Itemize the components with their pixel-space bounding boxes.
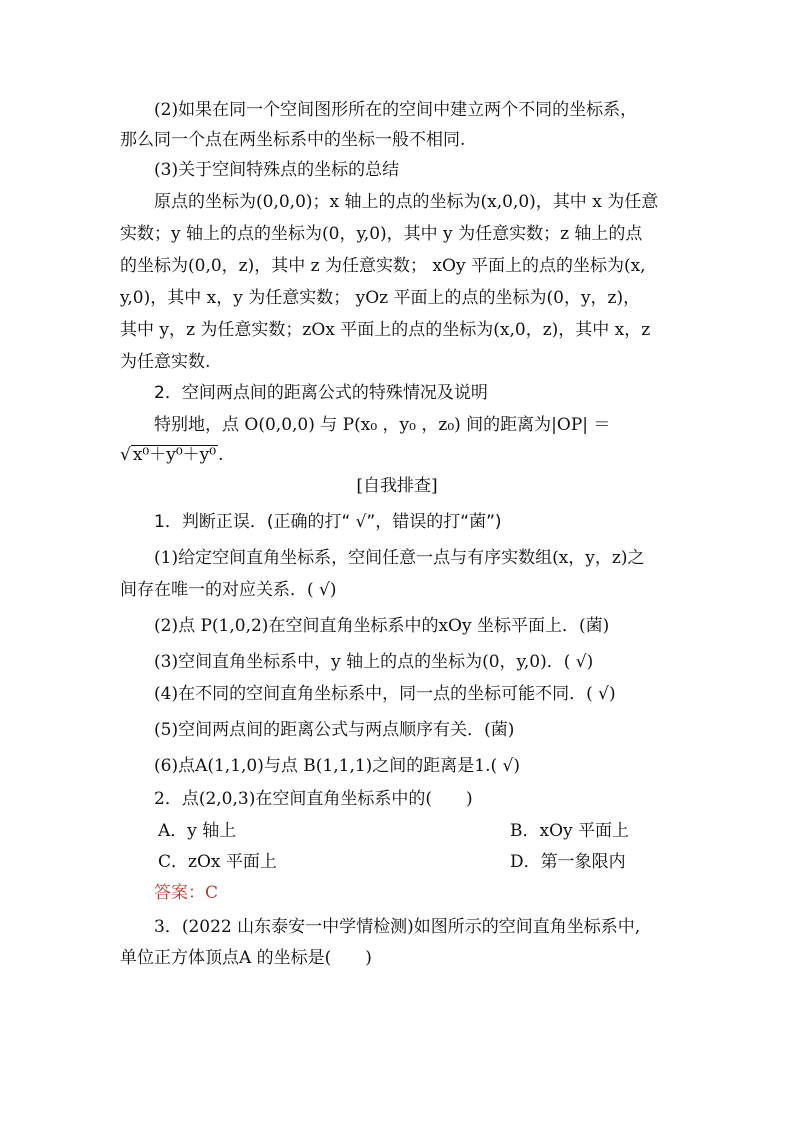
- text-line: y,0)，其中 x，y 为任意实数； yOz 平面上的点的坐标为(0，y，z)，: [120, 288, 641, 308]
- text-line: (2)点 P(1,0,2)在空间直角坐标系中的xOy 坐标平面上．(菌): [154, 616, 610, 636]
- text-line: 特别地，点 O(0,0,0) 与 P(x₀ ，y₀ ，z₀) 间的距离为|OP| ＝: [154, 415, 611, 435]
- option-c: C．zOx 平面上: [158, 852, 277, 872]
- text-line: 原点的坐标为(0,0,0)；x 轴上的点的坐标为(x,0,0)，其中 x 为任意: [154, 192, 659, 212]
- text-line: 那么同一个点在两坐标系中的坐标一般不相同.: [120, 130, 466, 150]
- section-title: [自我排查]: [356, 476, 438, 496]
- text-line: 为任意实数.: [120, 352, 211, 372]
- text-line: (2)如果在同一个空间图形所在的空间中建立两个不同的坐标系，: [154, 100, 638, 120]
- text-line: (1)给定空间直角坐标系，空间任意一点与有序实数组(x，y，z)之: [154, 548, 645, 568]
- sqrt-symbol: √: [120, 445, 131, 465]
- answer-line: 答案：C: [154, 883, 219, 903]
- text-line: 实数；y 轴上的点的坐标为(0，y,0)，其中 y 为任意实数；z 轴上的点: [120, 224, 643, 244]
- question-3: 3．(2022 山东泰安一中学情检测)如图所示的空间直角坐标系中,: [154, 917, 641, 937]
- text-line: 单位正方体顶点A 的坐标是( ): [120, 948, 372, 968]
- text-line: (3)关于空间特殊点的坐标的总结: [154, 160, 400, 180]
- text-line: (4)在不同的空间直角坐标系中，同一点的坐标可能不同．( √): [154, 684, 616, 704]
- section-heading: 2．空间两点间的距离公式的特殊情况及说明: [154, 383, 488, 403]
- text-line: 的坐标为(0,0，z)，其中 z 为任意实数； xOy 平面上的点的坐标为(x,: [120, 256, 646, 276]
- formula-line: [120, 443, 676, 467]
- text-line: (5)空间两点间的距离公式与两点顺序有关．(菌): [154, 720, 515, 740]
- text-line: (6)点A(1,1,0)与点 B(1,1,1)之间的距离是1.( √): [154, 756, 521, 776]
- text-line: (3)空间直角坐标系中，y 轴上的点的坐标为(0，y,0)．( √): [154, 652, 594, 672]
- option-d: D．第一象限内: [510, 852, 626, 872]
- formula-tail: .: [218, 445, 224, 465]
- text-line: 间存在唯一的对应关系．( √): [120, 580, 337, 600]
- question-2: 2．点(2,0,3)在空间直角坐标系中的( ): [154, 789, 473, 809]
- option-a: A．y 轴上: [158, 821, 237, 841]
- radical-content: x⁰＋y⁰＋y⁰: [132, 445, 217, 465]
- question-1: 1．判断正误．(正确的打“ √”，错误的打“菌”): [154, 512, 502, 532]
- text-line: 其中 y，z 为任意实数；zOx 平面上的点的坐标为(x,0，z)，其中 x，z: [120, 320, 651, 340]
- option-b: B．xOy 平面上: [510, 821, 630, 841]
